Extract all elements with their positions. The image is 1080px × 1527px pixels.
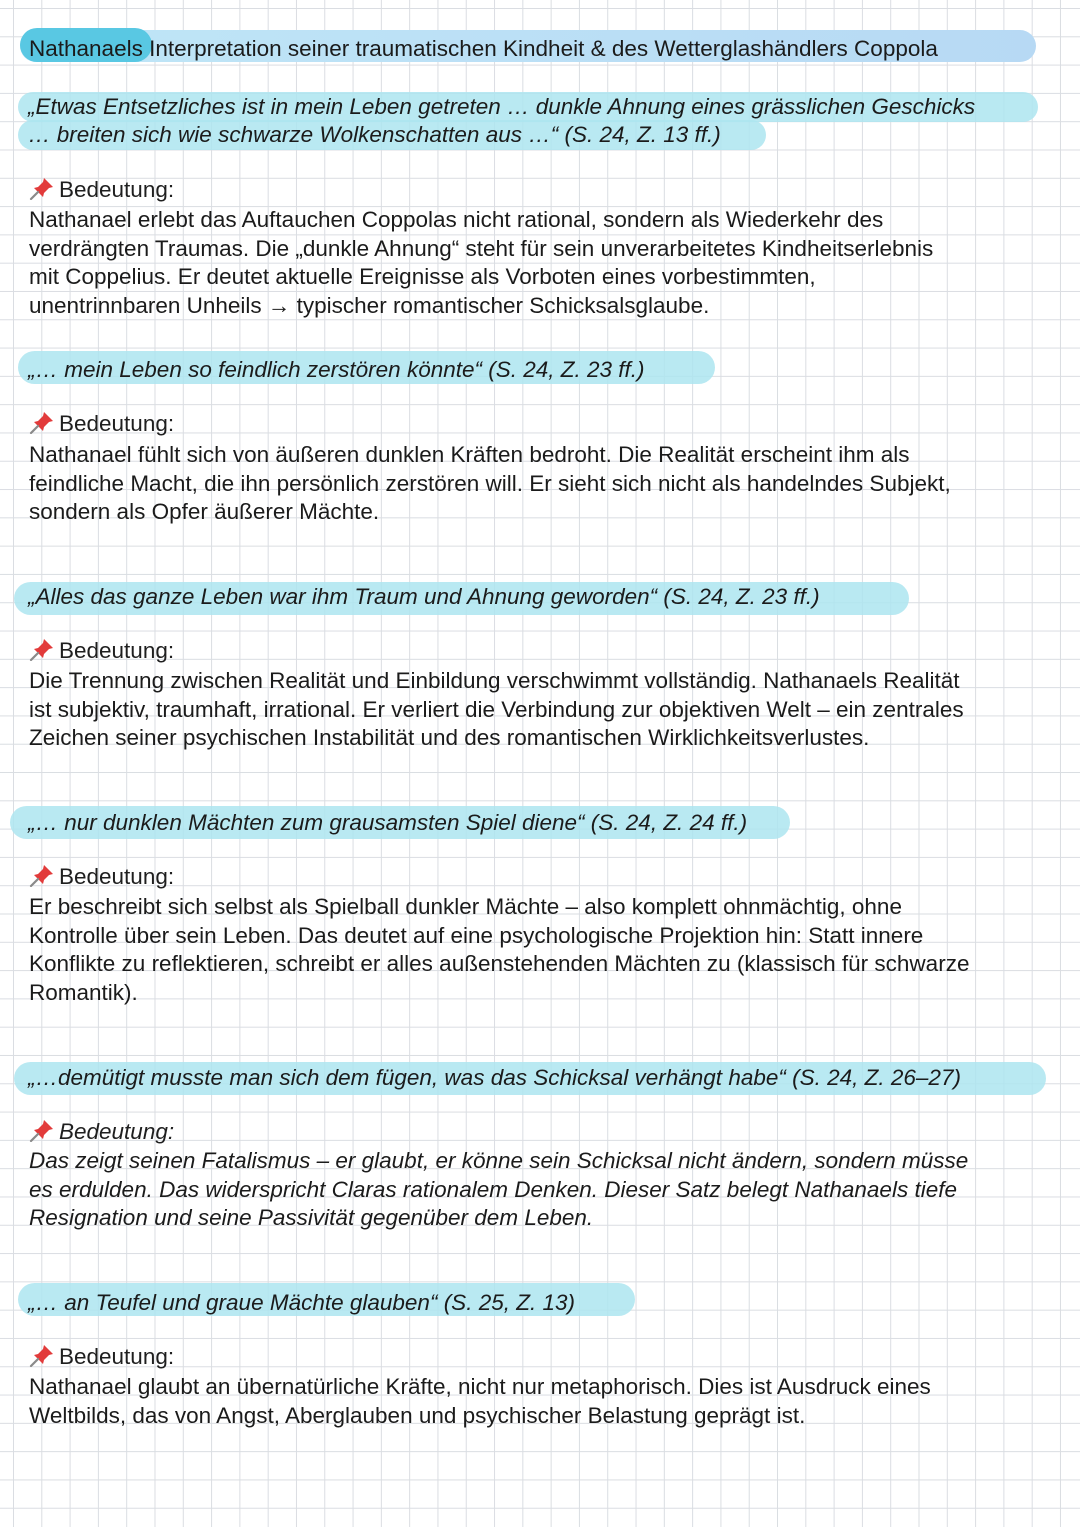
- page-title-text: Nathanaels Interpretation seiner traumatischen Kindheit & des Wetterglashändlers Coppola: [29, 36, 938, 61]
- body-line: sondern als Opfer äußerer Mächte.: [29, 499, 380, 524]
- body-line: Resignation und seine Passivität gegenüber dem Leben.: [29, 1205, 594, 1230]
- pushpin-icon: [29, 410, 55, 434]
- pushpin-icon: [29, 1118, 55, 1142]
- body-line: Kontrolle über sein Leben. Das deutet auf eine psychologische Projektion hin: Statt innere: [29, 922, 924, 948]
- pushpin-icon: [29, 176, 55, 200]
- meaning-label-text: Bedeutung:: [59, 411, 175, 436]
- quote-line: „… an Teufel und graue Mächte glauben“ (S. 25, Z. 13): [28, 1290, 575, 1315]
- body-line: Weltbilds, das von Angst, Aberglauben und psychischer Belastung geprägt ist.: [29, 1402, 806, 1428]
- meaning-text: [29, 667, 964, 753]
- quote-line: „… mein Leben so feindlich zerstören könnte“ (S. 24, Z. 23 ff.): [28, 357, 645, 382]
- body-line: verdrängten Traumas. Die „dunkle Ahnung“ steht für sein unverarbeitetes Kindheitserlebnis: [29, 235, 934, 261]
- meaning-label: [29, 410, 174, 438]
- quote: [28, 583, 820, 611]
- quote: [28, 1064, 961, 1092]
- meaning-label-text: Bedeutung:: [59, 177, 175, 202]
- meaning-label-text: Bedeutung:: [59, 1119, 175, 1144]
- page-title: [20, 28, 1036, 64]
- meaning-label-text: Bedeutung:: [59, 638, 175, 663]
- meaning-label: [29, 1343, 174, 1371]
- meaning-text: [29, 893, 969, 1007]
- body-line: Konflikte zu reflektieren, schreibt er alles außenstehenden Mächten zu (klassisch für schwarze: [29, 951, 970, 976]
- quote: [28, 93, 975, 150]
- body-line: unentrinnbaren Unheils → typischer romantischer Schicksalsglaube.: [29, 292, 710, 318]
- quote: [28, 809, 747, 837]
- meaning-label: [29, 863, 174, 891]
- meaning-text: [29, 1373, 931, 1430]
- pushpin-icon: [29, 637, 55, 661]
- body-line: feindliche Macht, die ihn persönlich zerstören will. Er sieht sich nicht als handelndes Subjekt,: [29, 470, 951, 496]
- body-line: Nathanael fühlt sich von äußeren dunklen Kräften bedroht. Die Realität erscheint ihm als: [29, 442, 910, 467]
- meaning-label: [29, 176, 174, 204]
- quote: [28, 356, 645, 384]
- pushpin-icon: [29, 1343, 55, 1367]
- body-line: Er beschreibt sich selbst als Spielball dunkler Mächte – also komplett ohnmächtig, ohne: [29, 894, 902, 919]
- body-line: Nathanael erlebt das Auftauchen Coppolas nicht rational, sondern als Wiederkehr des: [29, 207, 884, 232]
- quote-line: … breiten sich wie schwarze Wolkenschatten aus …“ (S. 24, Z. 13 ff.): [28, 122, 721, 148]
- body-line: Das zeigt seinen Fatalismus – er glaubt, er könne sein Schicksal nicht ändern, sondern müsse: [29, 1148, 969, 1173]
- quote-line: „… nur dunklen Mächten zum grausamsten Spiel diene“ (S. 24, Z. 24 ff.): [28, 810, 748, 835]
- pushpin-icon: [29, 863, 55, 887]
- meaning-label-text: Bedeutung:: [59, 864, 175, 889]
- body-line: Nathanael glaubt an übernatürliche Kräfte, nicht nur metaphorisch. Dies ist Ausdruck eines: [29, 1374, 931, 1399]
- quote-line: „Alles das ganze Leben war ihm Traum und Ahnung geworden“ (S. 24, Z. 23 ff.): [28, 584, 820, 609]
- quote: [28, 1289, 575, 1317]
- meaning-text: [29, 1147, 968, 1233]
- body-line: es erdulden. Das widerspricht Claras rationalem Denken. Dieser Satz belegt Nathanaels tiefe: [29, 1176, 957, 1202]
- body-line: Die Trennung zwischen Realität und Einbildung verschwimmt vollständig. Nathanaels Realität: [29, 668, 960, 693]
- meaning-label: [29, 1118, 174, 1146]
- meaning-text: [29, 206, 933, 320]
- body-line: Zeichen seiner psychischen Instabilität und des romantischen Wirklichkeitsverlustes.: [29, 725, 870, 750]
- quote-line: „…demütigt musste man sich dem fügen, was das Schicksal verhängt habe“ (S. 24, Z. 26–27): [28, 1065, 961, 1090]
- body-line: mit Coppelius. Er deutet aktuelle Ereignisse als Vorboten eines vorbestimmten,: [29, 264, 816, 289]
- meaning-label-text: Bedeutung:: [59, 1344, 175, 1369]
- quote-line: „Etwas Entsetzliches ist in mein Leben getreten … dunkle Ahnung eines grässlichen Geschicks: [28, 94, 976, 119]
- body-line: Romantik).: [29, 979, 138, 1005]
- body-line: ist subjektiv, traumhaft, irrational. Er verliert die Verbindung zur objektiven Welt – ein zentrales: [29, 696, 964, 722]
- meaning-label: [29, 637, 174, 665]
- meaning-text: [29, 441, 951, 527]
